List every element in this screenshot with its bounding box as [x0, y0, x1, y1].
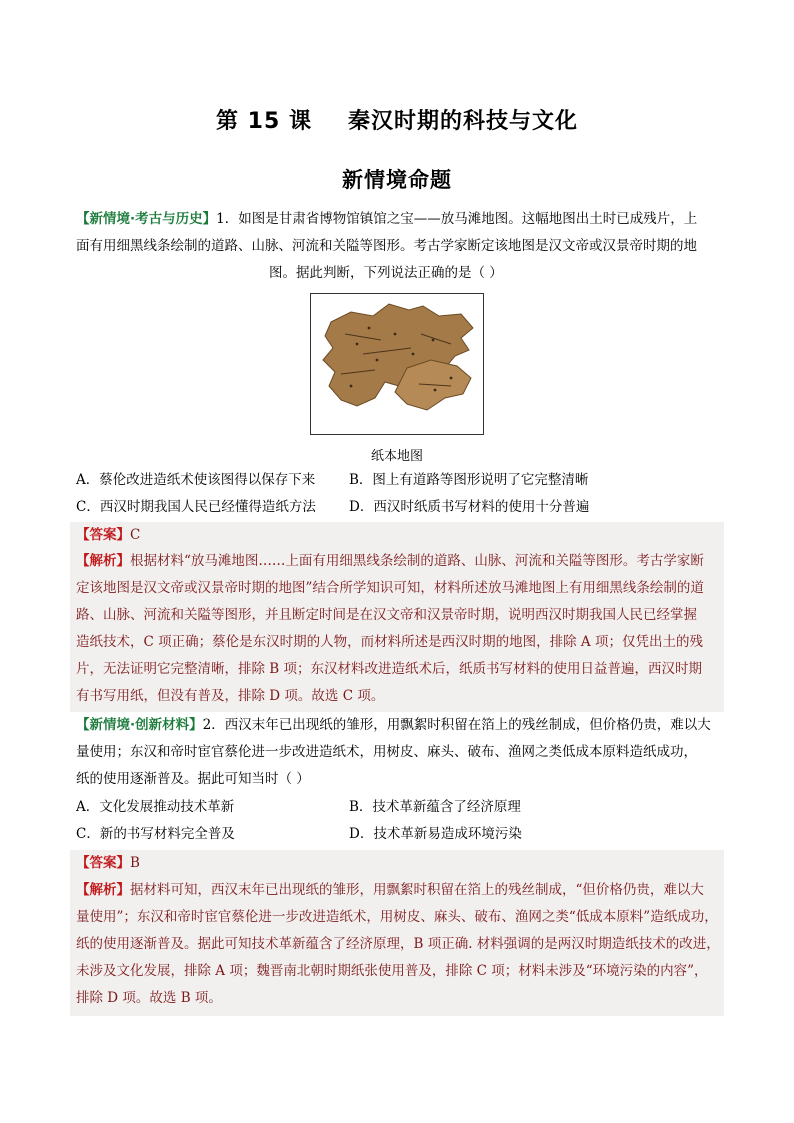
section-subtitle: 新情境命题: [342, 168, 452, 192]
lesson-title: [0, 104, 794, 135]
q1-answer: 【答案】C: [76, 527, 141, 543]
q2-option-c: C．新的书写材料完全普及: [76, 826, 235, 842]
lesson-number: 第 15 课: [216, 109, 312, 134]
q1-stem-line-3: 图。据此判断，下列说法正确的是（ ）: [269, 265, 503, 281]
q2-tag: 【新情境·创新材料】: [76, 717, 203, 733]
q2-option-a: A．文化发展推动技术革新: [76, 799, 235, 815]
q1-option-b: B．图上有道路等图形说明了它完整清晰: [349, 472, 589, 488]
map-fragment-image: [310, 293, 484, 435]
q1-analysis-line-3: 路、山脉、河流和关隘等图形，并且断定时间是在汉文帝和汉景帝时期，说明西汉时期我国人民已经掌握: [76, 607, 697, 623]
q2-analysis-line-5: 排除 D 项。故选 B 项。: [76, 990, 222, 1006]
q1-option-a: A．蔡伦改进造纸术使该图得以保存下来: [76, 472, 316, 488]
q2-analysis-line-2: 量使用”；东汉和帝时宦官蔡伦进一步改进造纸术，用树皮、麻头、破布、渔网之类“低成本原料”造纸成功，: [76, 909, 718, 925]
lesson-name: 秦汉时期的科技与文化: [347, 109, 578, 134]
q1-analysis-line-2: 定该地图是汉文帝或汉景帝时期的地图”结合所学知识可知，材料所述放马滩地图上有用细黑线条绘制的道: [76, 580, 704, 596]
q1-stem-line-1: 【新情境·考古与历史】1．如图是甘肃省博物馆镇馆之宝——放马滩地图。这幅地图出土时已成残片，上: [76, 211, 698, 227]
q2-stem-line-1: 【新情境·创新材料】2．西汉末年已出现纸的雏形，用飘絮时积留在箔上的残丝制成，但价格仍贵，难以大: [76, 717, 711, 733]
q2-analysis-line-1: 【解析】据材料可知，西汉末年已出现纸的雏形，用飘絮时积留在箔上的残丝制成，“但价格仍贵，难以大: [76, 882, 704, 898]
q2-stem-line-3: 纸的使用逐渐普及。据此可知当时（ ）: [76, 771, 310, 787]
q1-option-d: D．西汉时纸质书写材料的使用十分普遍: [349, 499, 590, 515]
q1-analysis-line-6: 有书写用纸，但没有普及，排除 D 项。故选 C 项。: [76, 688, 385, 704]
q1-analysis-line-1: 【解析】根据材料“放马滩地图……上面有用细黑线条绘制的道路、山脉、河流和关隘等图形。考古学家断: [76, 553, 704, 569]
q2-option-b: B．技术革新蕴含了经济原理: [349, 799, 521, 815]
map-fragment-icon: [311, 294, 483, 434]
q1-stem-line-2: 面有用细黑线条绘制的道路、山脉、河流和关隘等图形。考古学家断定该地图是汉文帝或汉景帝时期的地: [76, 238, 697, 254]
q2-answer: 【答案】B: [76, 855, 140, 871]
q1-analysis-line-5: 片，无法证明它完整清晰，排除 B 项；东汉材料改进造纸术后，纸质书写材料的使用日益普遍，西汉时期: [76, 661, 703, 677]
q2-analysis-line-3: 纸的使用逐渐普及。据此可知技术革新蕴含了经济原理，B 项正确. 材料强调的是两汉时期造纸技术的改进，: [76, 936, 720, 952]
q2-stem-line-2: 量使用；东汉和帝时宦官蔡伦进一步改进造纸术，用树皮、麻头、破布、渔网之类低成本原料造纸成功，: [76, 744, 697, 760]
q1-tag: 【新情境·考古与历史】: [76, 211, 217, 227]
figure-caption: 纸本地图: [370, 449, 423, 464]
q2-analysis-line-4: 未涉及文化发展，排除 A 项；魏晋南北朝时期纸张使用普及，排除 C 项；材料未涉及“环境污染的内容”，: [76, 963, 708, 979]
q2-option-d: D．技术革新易造成环境污染: [349, 826, 522, 842]
q1-option-c: C．西汉时期我国人民已经懂得造纸方法: [76, 499, 316, 515]
q1-analysis-line-4: 造纸技术，C 项正确；蔡伦是东汉时期的人物，而材料所述是西汉时期的地图，排除 A 项；仅凭出土的残: [76, 634, 703, 650]
